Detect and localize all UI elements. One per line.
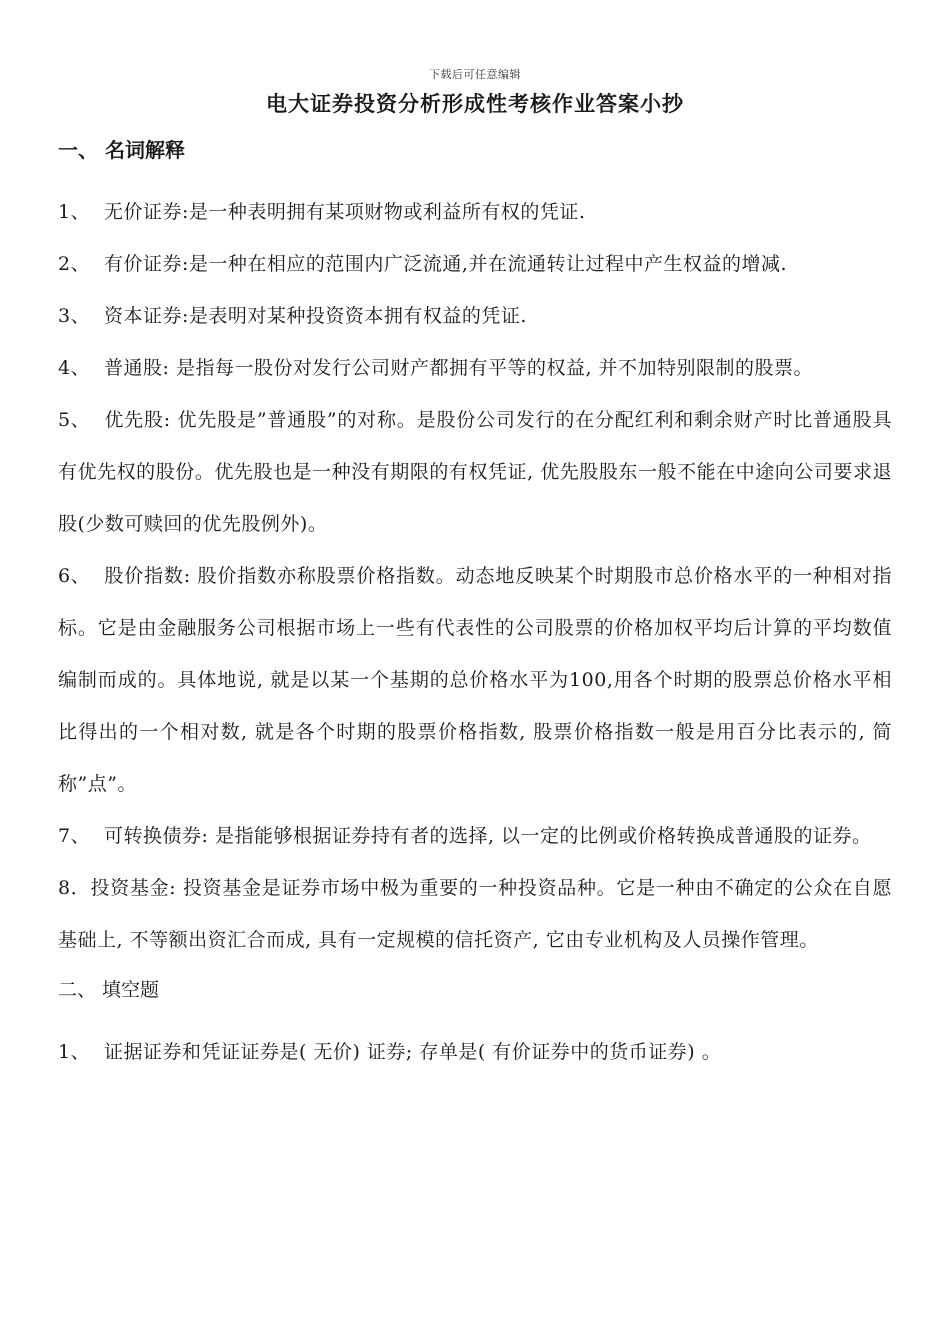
item-number: 7、 <box>58 825 91 847</box>
item-text: 股价指数: 股价指数亦称股票价格指数。动态地反映某个时期股市总价格水平的一种相对指标。它是由金融服务公司根据市场上一些有代表性的公司股票的价格加权平均后计算的平均数值编制而成的。具体地说, 就是以某一个基期的总价格水平为100,用各个时期的股票总价格水平相比得出的一个相对数, 就是各个时期的股票价格指数, 股票价格指数一般是用百分比表示的, 简称”点”。 <box>58 565 892 795</box>
term-item <box>58 290 892 342</box>
item-number: 1、 <box>58 1041 91 1063</box>
item-text: 投资基金: 投资基金是证券市场中极为重要的一种投资品种。它是一种由不确定的公众在自愿基础上, 不等额出资汇合而成, 具有一定规模的信托资产, 它由专业机构及人员操作管理。 <box>58 877 892 951</box>
term-item <box>58 862 892 966</box>
term-item <box>58 810 892 862</box>
item-number: 1、 <box>58 201 91 223</box>
term-item <box>58 394 892 550</box>
item-text: 证据证券和凭证证券是( 无价) 证券; 存单是( 有价证券中的货币证券) 。 <box>104 1041 722 1063</box>
item-text: 优先股: 优先股是”普通股”的对称。是股份公司发行的在分配红利和剩余财产时比普通股具有优先权的股份。优先股也是一种没有期限的有权凭证, 优先股股东一般不能在中途向公司要求退股(少数可赎回的优先股例外)。 <box>58 409 892 535</box>
item-text: 可转换债券: 是指能够根据证券持有者的选择, 以一定的比例或价格转换成普通股的证券。 <box>104 825 872 847</box>
document-body <box>58 130 892 1078</box>
fill-in-item <box>58 1026 892 1078</box>
item-number: 8． <box>58 877 91 899</box>
section-heading-fill-in: 二、 填空题 <box>58 979 160 1001</box>
term-item <box>58 550 892 810</box>
section-heading-terms: 一、 名词解释 <box>58 138 185 162</box>
item-number: 6、 <box>58 565 91 587</box>
item-text: 资本证券:是表明对某种投资资本拥有权益的凭证. <box>104 305 527 327</box>
item-number: 4、 <box>58 357 91 379</box>
item-text: 无价证券:是一种表明拥有某项财物或利益所有权的凭证. <box>104 201 586 223</box>
term-item <box>58 342 892 394</box>
item-number: 3、 <box>58 305 91 327</box>
term-item <box>58 238 892 290</box>
item-number: 5、 <box>58 409 91 431</box>
header-note: 下载后可任意编辑 <box>429 68 521 81</box>
item-text: 有价证券:是一种在相应的范围内广泛流通,并在流通转让过程中产生权益的增减. <box>104 253 787 275</box>
item-text: 普通股: 是指每一股份对发行公司财产都拥有平等的权益, 并不加特别限制的股票。 <box>104 357 814 379</box>
term-item <box>58 186 892 238</box>
item-number: 2、 <box>58 253 91 275</box>
document-title: 电大证券投资分析形成性考核作业答案小抄 <box>266 91 684 116</box>
